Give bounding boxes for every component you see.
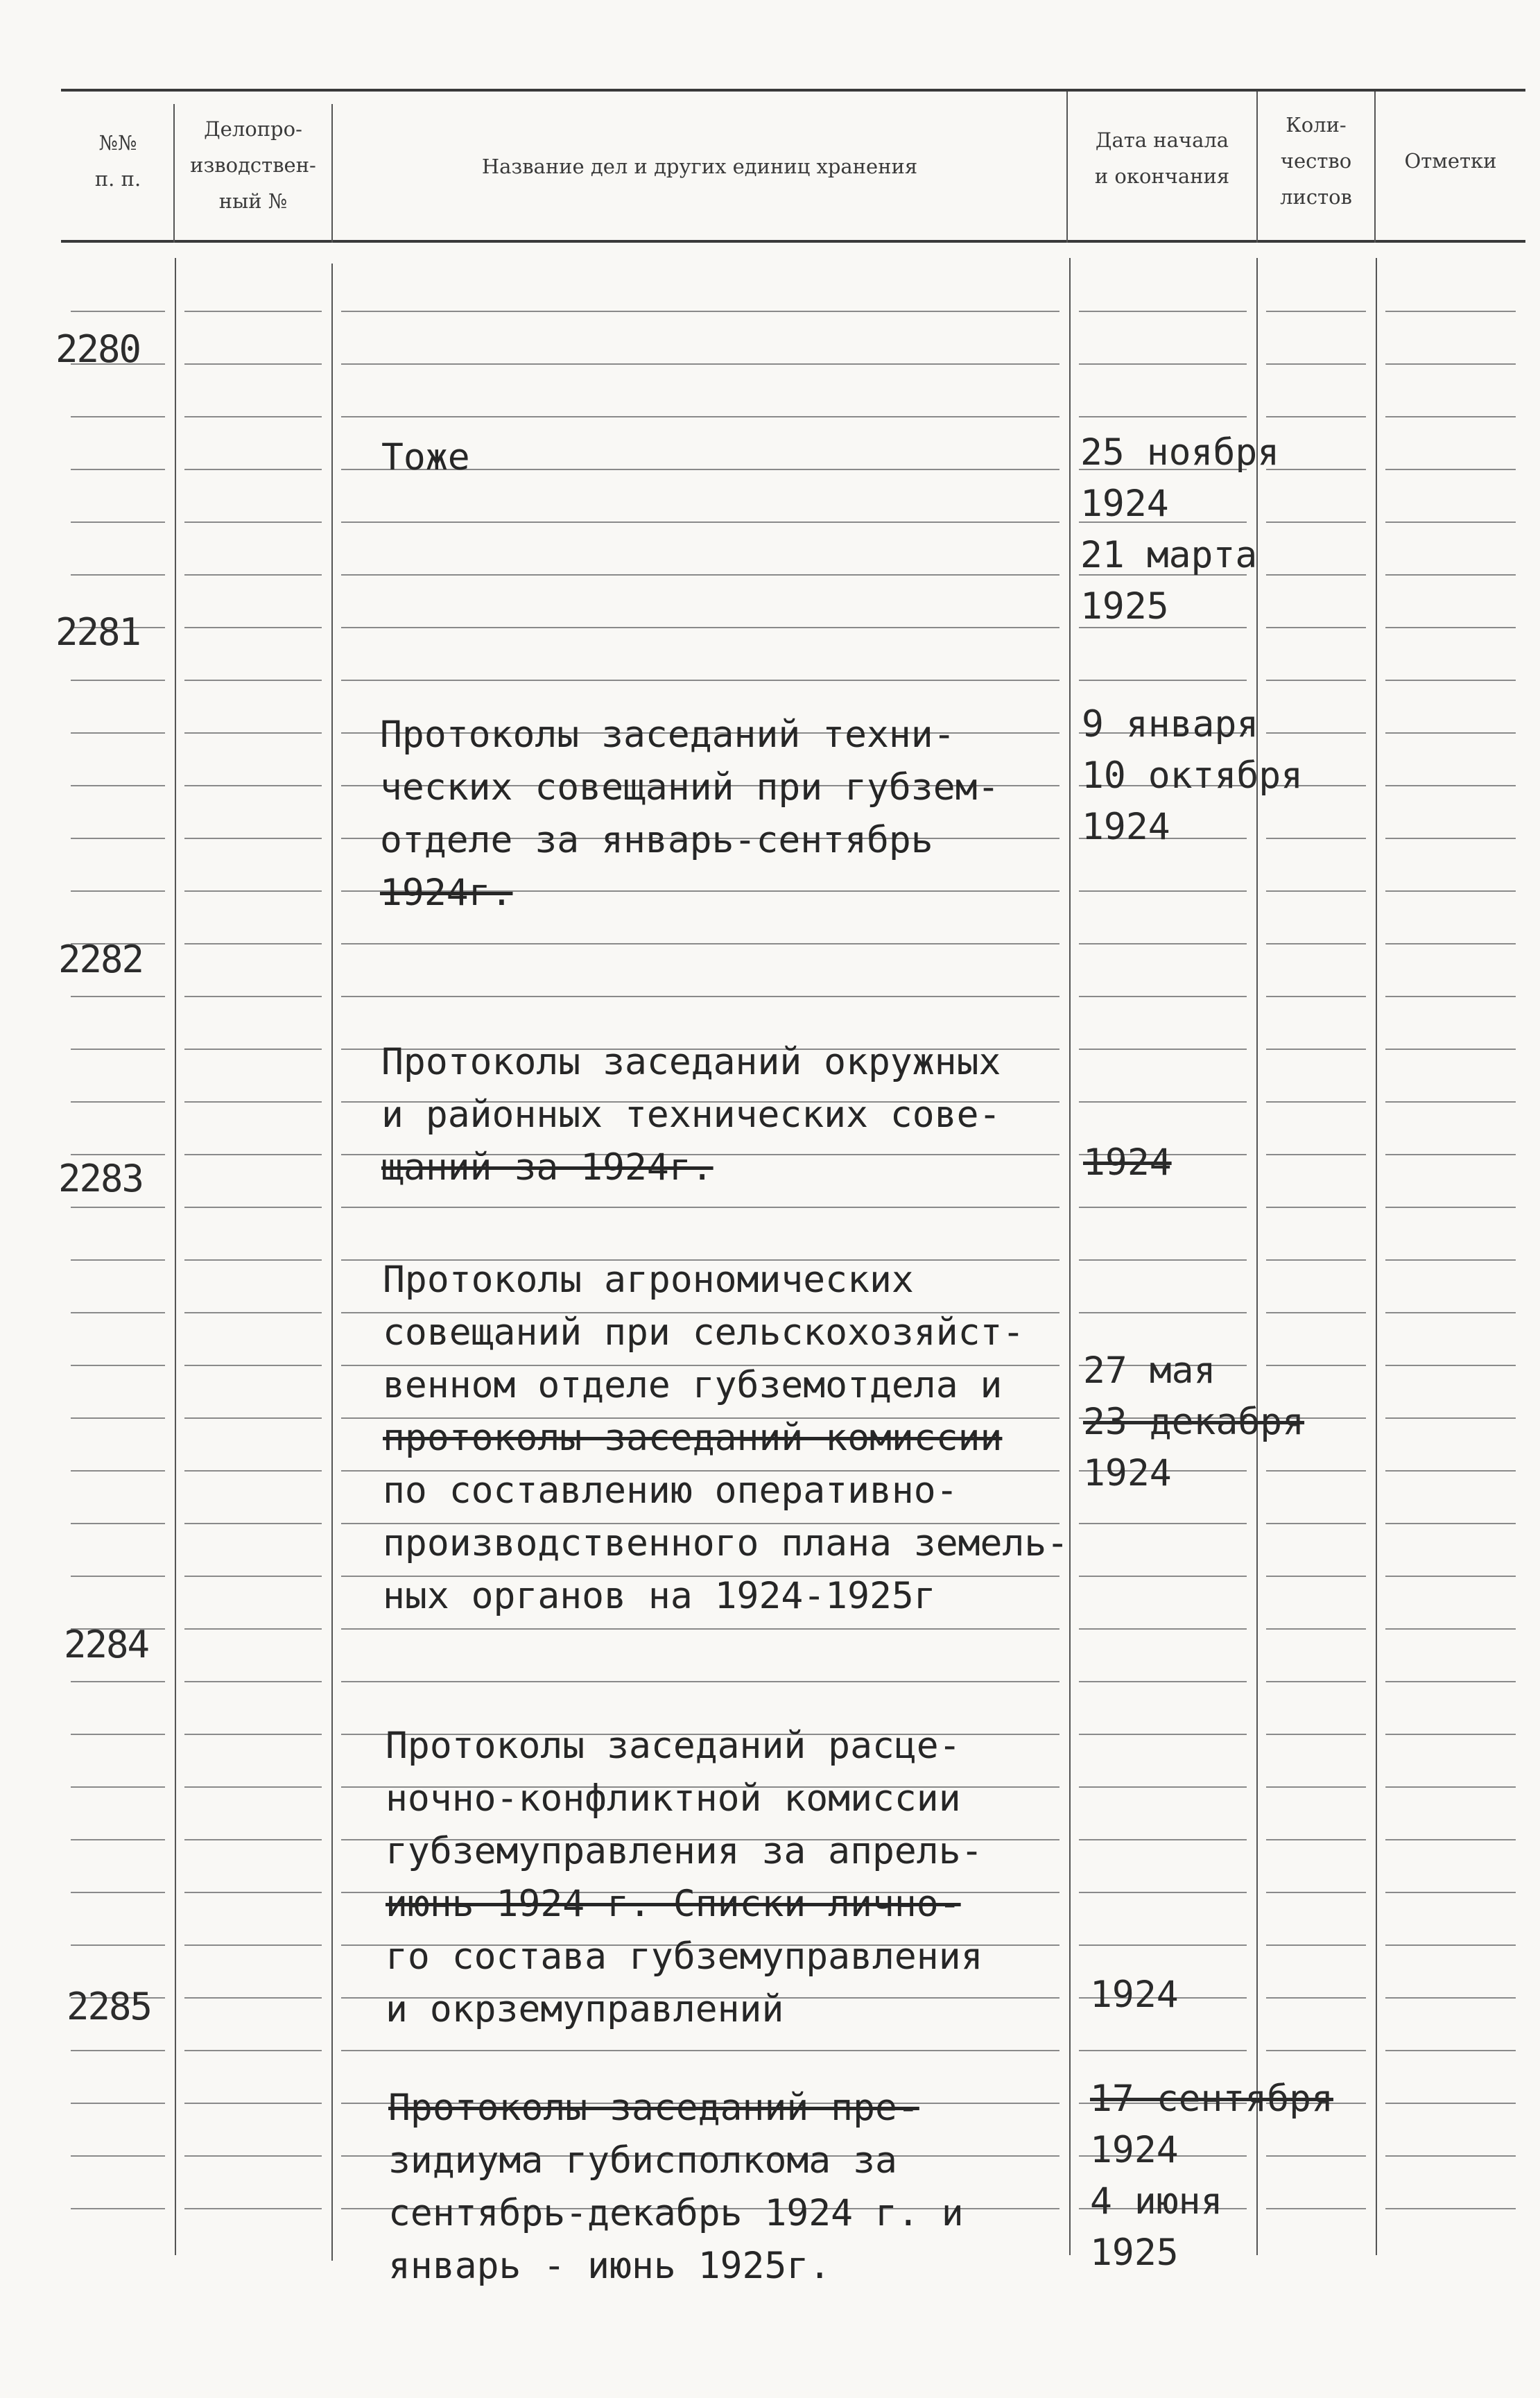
ruled-line bbox=[1385, 521, 1516, 523]
ruled-line bbox=[1385, 1681, 1516, 1682]
ruled-line bbox=[1266, 1681, 1366, 1682]
ruled-line bbox=[71, 1786, 165, 1788]
entry-dates: 1924 bbox=[1090, 1974, 1179, 2016]
ruled-line bbox=[1385, 1417, 1516, 1419]
ruled-line bbox=[184, 469, 322, 470]
header-bottom-rule bbox=[61, 240, 1525, 243]
header-col-title: Название дел и других единиц хранения bbox=[481, 155, 918, 178]
ruled-line bbox=[184, 416, 322, 417]
column-line bbox=[331, 264, 333, 2261]
ruled-line bbox=[71, 1470, 165, 1472]
entry-dates: 27 мая 23 декабря 1924 bbox=[1083, 1349, 1305, 1494]
entry-dates: 17 сентября 1924 4 июня 1925 bbox=[1090, 2078, 1333, 2274]
entry-number: 2285 bbox=[67, 1985, 152, 2028]
ruled-line bbox=[184, 1417, 322, 1419]
ruled-line bbox=[184, 890, 322, 892]
ruled-line bbox=[71, 1259, 165, 1261]
entry-title: Протоколы заседаний пре- зидиума губисполкома за сентябрь-декабрь 1924 г. и январь - июнь 1925г. bbox=[388, 2087, 964, 2287]
ruled-line bbox=[71, 574, 165, 576]
ruled-line bbox=[184, 627, 322, 628]
ruled-line bbox=[1079, 1786, 1247, 1788]
ruled-line bbox=[184, 1154, 322, 1155]
ruled-line bbox=[184, 1681, 322, 1682]
ruled-line bbox=[71, 996, 165, 997]
ruled-line bbox=[1385, 1734, 1516, 1735]
ruled-line bbox=[71, 2155, 165, 2157]
ruled-line bbox=[71, 469, 165, 470]
header-col-dates: Дата начала и окончания bbox=[1094, 128, 1230, 188]
entry-title: Протоколы агрономических совещаний при сельскохозяйст- венном отделе губземотдела и протоколы заседаний комиссии по составлению оперативно- производственного плана земель- ных органов на 1924-1925г bbox=[383, 1259, 1069, 1617]
ruled-line bbox=[184, 1365, 322, 1366]
ruled-line bbox=[1266, 1154, 1366, 1155]
ruled-line bbox=[1266, 416, 1366, 417]
ruled-line bbox=[71, 521, 165, 523]
header-top-rule bbox=[61, 89, 1525, 92]
ruled-line bbox=[1266, 1049, 1366, 1050]
entry-number: 2284 bbox=[64, 1623, 149, 1666]
ruled-line bbox=[71, 680, 165, 681]
ruled-line bbox=[1385, 1839, 1516, 1840]
ruled-line bbox=[341, 311, 1059, 312]
column-line bbox=[1376, 258, 1377, 2255]
entry-title: Протоколы заседаний расце- ночно-конфликтной комиссии губземуправления за апрель- июнь 1924 г. Списки лично- го состава губземуправления и окрземуправлений bbox=[386, 1725, 983, 2030]
ruled-line bbox=[184, 363, 322, 365]
ruled-line bbox=[1266, 1207, 1366, 1208]
column-line bbox=[175, 258, 176, 2255]
ruled-line bbox=[71, 1523, 165, 1524]
entry-title: Протоколы заседаний техни- ческих совещаний при губзем- отделе за январь-сентябрь 1924г. bbox=[380, 714, 1000, 914]
ruled-line bbox=[71, 1049, 165, 1050]
ruled-line bbox=[1266, 1101, 1366, 1103]
ruled-line bbox=[71, 785, 165, 786]
ruled-line bbox=[1266, 311, 1366, 312]
ruled-line bbox=[1385, 785, 1516, 786]
entry-number: 2282 bbox=[58, 938, 144, 981]
ruled-line bbox=[1385, 1944, 1516, 1946]
ruled-line bbox=[1079, 1681, 1247, 1682]
ruled-line bbox=[1266, 574, 1366, 576]
ruled-line bbox=[71, 1576, 165, 1577]
ruled-line bbox=[184, 1997, 322, 1999]
ruled-line bbox=[71, 2208, 165, 2209]
ruled-line bbox=[184, 574, 322, 576]
ruled-line bbox=[184, 1049, 322, 1050]
ruled-line bbox=[184, 1944, 322, 1946]
ruled-line bbox=[1385, 1207, 1516, 1208]
ruled-line bbox=[71, 1417, 165, 1419]
ruled-line bbox=[184, 1101, 322, 1103]
header-col-office-number: Делопро- изводствен- ный № bbox=[190, 117, 316, 213]
ruled-line bbox=[184, 732, 322, 734]
ruled-line bbox=[184, 1734, 322, 1735]
ruled-line bbox=[1266, 1786, 1366, 1788]
ruled-line bbox=[1385, 1786, 1516, 1788]
ruled-line bbox=[71, 1101, 165, 1103]
ruled-line bbox=[184, 785, 322, 786]
ruled-line bbox=[71, 1839, 165, 1840]
header-col-number: №№ п. п. bbox=[94, 131, 141, 191]
ruled-line bbox=[1079, 1839, 1247, 1840]
ruled-line bbox=[1385, 574, 1516, 576]
ruled-line bbox=[1079, 996, 1247, 997]
ruled-line bbox=[1385, 1365, 1516, 1366]
ruled-line bbox=[71, 1892, 165, 1893]
ruled-line bbox=[184, 2208, 322, 2209]
ruled-line bbox=[184, 996, 322, 997]
ruled-line bbox=[184, 1259, 322, 1261]
ruled-line bbox=[1385, 732, 1516, 734]
ruled-line bbox=[184, 521, 322, 523]
ruled-line bbox=[1385, 627, 1516, 628]
ruled-line bbox=[184, 1312, 322, 1313]
entry-title: Протоколы заседаний окружных и районных технических сове- щаний за 1924г. bbox=[381, 1041, 1001, 1189]
ruled-line bbox=[71, 1944, 165, 1946]
ruled-line bbox=[1385, 311, 1516, 312]
ruled-line bbox=[1266, 469, 1366, 470]
ruled-line bbox=[184, 2050, 322, 2051]
ruled-line bbox=[1266, 1628, 1366, 1630]
ruled-line bbox=[1385, 943, 1516, 944]
ruled-line bbox=[1385, 469, 1516, 470]
ruled-line bbox=[1385, 363, 1516, 365]
ruled-line bbox=[71, 1734, 165, 1735]
entry-number: 2283 bbox=[58, 1157, 144, 1200]
ruled-line bbox=[71, 1365, 165, 1366]
ruled-line bbox=[71, 732, 165, 734]
entry-title: Тоже bbox=[381, 436, 470, 478]
ruled-line bbox=[71, 838, 165, 839]
ruled-line bbox=[1385, 1470, 1516, 1472]
header-col-notes: Отметки bbox=[1404, 149, 1497, 173]
ruled-line bbox=[1385, 890, 1516, 892]
ruled-line bbox=[184, 1786, 322, 1788]
ruled-line bbox=[1266, 363, 1366, 365]
entry-dates: 1924 bbox=[1083, 1141, 1172, 1184]
ruled-line bbox=[184, 1576, 322, 1577]
ruled-line bbox=[1385, 1154, 1516, 1155]
ruled-line bbox=[1385, 996, 1516, 997]
ruled-line bbox=[71, 2050, 165, 2051]
ruled-line bbox=[184, 943, 322, 944]
ruled-line bbox=[184, 2103, 322, 2104]
entry-dates: 9 января 10 октября 1924 bbox=[1082, 703, 1304, 848]
ruled-line bbox=[71, 311, 165, 312]
entry-number: 2281 bbox=[55, 610, 141, 654]
ruled-line bbox=[1079, 1734, 1247, 1735]
ruled-line bbox=[1385, 1049, 1516, 1050]
ruled-line bbox=[1385, 680, 1516, 681]
ruled-line bbox=[1385, 1576, 1516, 1577]
ruled-line bbox=[184, 1892, 322, 1893]
ruled-line bbox=[71, 416, 165, 417]
ruled-line bbox=[71, 1207, 165, 1208]
ruled-line bbox=[1266, 1839, 1366, 1840]
ruled-line bbox=[1385, 2050, 1516, 2051]
ruled-line bbox=[1385, 2155, 1516, 2157]
ruled-line bbox=[184, 1523, 322, 1524]
ruled-line bbox=[184, 311, 322, 312]
ruled-line bbox=[1079, 1628, 1247, 1630]
header-col-sheets: Коли- чество листов bbox=[1280, 113, 1352, 209]
ruled-line bbox=[184, 1628, 322, 1630]
ruled-line bbox=[1266, 996, 1366, 997]
ruled-line bbox=[1385, 1312, 1516, 1313]
ruled-line bbox=[1385, 2103, 1516, 2104]
ruled-line bbox=[184, 1470, 322, 1472]
ruled-line bbox=[71, 1312, 165, 1313]
column-line bbox=[1069, 258, 1071, 2255]
ruled-line bbox=[1385, 838, 1516, 839]
ruled-line bbox=[1266, 1944, 1366, 1946]
entry-dates: 25 ноября 1924 21 марта 1925 bbox=[1080, 431, 1280, 628]
ruled-line bbox=[1079, 311, 1247, 312]
ruled-line bbox=[71, 1154, 165, 1155]
ruled-line bbox=[1385, 1892, 1516, 1893]
ruled-line bbox=[184, 838, 322, 839]
ruled-line bbox=[71, 890, 165, 892]
ruled-line bbox=[71, 1681, 165, 1682]
ruled-line bbox=[1385, 2208, 1516, 2209]
ruled-line bbox=[1266, 521, 1366, 523]
ruled-line bbox=[1385, 1101, 1516, 1103]
entry-number: 2280 bbox=[55, 327, 141, 371]
ruled-line bbox=[1385, 1523, 1516, 1524]
ruled-line bbox=[184, 1207, 322, 1208]
ruled-line bbox=[1385, 1628, 1516, 1630]
ruled-line bbox=[184, 680, 322, 681]
ruled-line bbox=[1385, 1997, 1516, 1999]
ruled-line bbox=[184, 2155, 322, 2157]
ruled-line bbox=[1385, 1259, 1516, 1261]
ruled-line bbox=[184, 1839, 322, 1840]
ruled-line bbox=[1266, 1734, 1366, 1735]
ruled-line bbox=[71, 2103, 165, 2104]
ruled-line bbox=[1266, 1892, 1366, 1893]
ruled-line bbox=[1385, 416, 1516, 417]
